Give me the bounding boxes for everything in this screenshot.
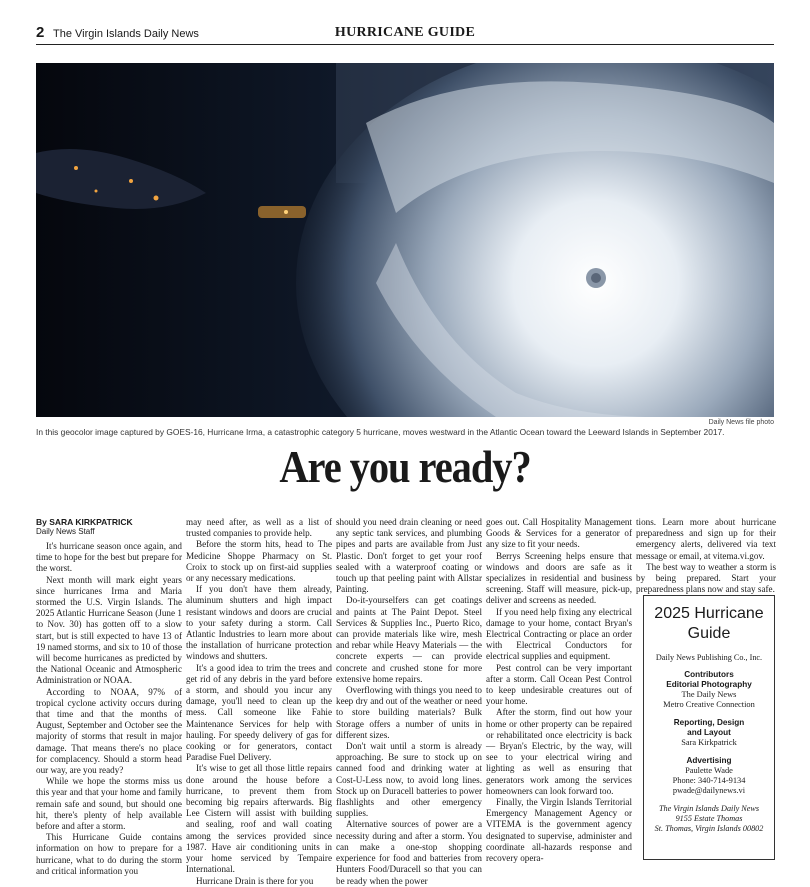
credits-list (644, 670, 774, 796)
address-line: St. Thomas, Virgin Islands 00802 (654, 824, 764, 833)
article-paragraph: Berrys Screening helps ensure that windows and doors are safe as it specializes in residential and business screening. Staff will measure, pick-up, deliver and screens as needed. (486, 550, 632, 606)
article-paragraph: It's a good idea to trim the trees and get rid of any debris in the yard before a storm, and should you incur any damage, you'll need to clean up the mess. Call someone like Fahie Maintenance Services for help with hauling. For speedy delivery of gas for cooking or for generators, contact Paradise Fuel Delivery. (186, 662, 332, 763)
credit-line: The Daily News (681, 690, 737, 699)
article-column-3 (336, 517, 482, 887)
article-paragraph: This Hurricane Guide contains information on how to prepare for a hurricane, what to do during the storm and critical information you (36, 832, 182, 876)
article-paragraph: Next month will mark eight years since hurricanes Irma and Maria stormed the U.S. Virgin Islands. The 2025 Atlantic Hurricane Season (June 1 to Nov. 30) has gotten off to a slow start, but is still expected to have 13 of 19 named storms, and six to 10 of those will become hurricanes as predicted by the National Oceanic and Atmospheric Administration or NOAA. (36, 574, 182, 686)
byline-staff: Daily News Staff (36, 527, 95, 536)
address-line: 9155 Estate Thomas (675, 814, 743, 823)
article-paragraph: Hurricane Drain is there for you (196, 875, 314, 886)
article-paragraph: Before the storm hits, head to The Medicine Shoppe Pharmacy on St. Croix to stock up on first-aid supplies or any necessary medications. (186, 539, 332, 584)
article-column-2 (186, 517, 332, 887)
credit-line: Metro Creative Connection (663, 700, 755, 709)
credit-line: pwade@dailynews.vi (672, 786, 746, 795)
photo-caption: In this geocolor image captured by GOES-16, Hurricane Irma, a catastrophic category 5 hurricane, moves westward in the Atlantic Ocean toward the Leeward Islands in September 2017. (36, 427, 725, 437)
credit-heading: Contributors Editorial Photography (666, 670, 752, 689)
page-header (36, 24, 774, 45)
credit-heading: Advertising (686, 756, 732, 765)
page-number: 2 (36, 24, 45, 41)
credit-heading: Reporting, Design and Layout (673, 718, 745, 737)
article-column-4 (486, 517, 632, 864)
credit-line: Phone: 340-714-9134 (672, 776, 746, 785)
article-paragraph: According to NOAA, 97% of tropical cyclone activity occurs during that time and that the months of August, September and October see the majority of storms that result in major damage. That means there's no place for complacency. Should a storm head our way, are you ready? (36, 686, 182, 776)
credit-line: Paulette Wade (685, 766, 733, 775)
address (644, 804, 774, 834)
hurricane-satellite-photo (36, 63, 774, 417)
article-paragraph: The best way to weather a storm is by being prepared. Start your preparedness plans now and stay safe. (636, 561, 776, 595)
article-paragraph: should you need drain cleaning or need any septic tank services, and plumbing pipes and parts are available from Just Plastic. Don't forget to get your roof sealed with a waterproof coating or touch up that peeling paint with Allstar Painting. (336, 517, 482, 595)
article-column-1 (36, 517, 182, 877)
article-paragraph: If you need help fixing any electrical damage to your home, contact Bryan's Electrical Contracting or place an order with Electrical Conductors for electrical supplies and equipment. (486, 606, 632, 662)
section-title: HURRICANE GUIDE (334, 25, 476, 40)
guide-title: 2025 Hurricane Guide (654, 605, 764, 642)
article-paragraph: tions. Learn more about hurricane preparedness and sign up for their emergency alerts, delivered via text message or email, at vitema.vi.gov. (636, 517, 776, 561)
article-paragraph: Overflowing with things you need to keep dry and out of the weather or need to store building materials? Bulk Storage offers a number of units in different sizes. (336, 685, 482, 740)
article-paragraph: It's hurricane season once again, and time to hope for the best but prepare for the worst. (36, 541, 182, 574)
article-paragraph: If you don't have them already, aluminum shutters and high impact resistant windows and doors are crucial to your safety during a storm. Call Atlantic Industries to learn more about the installation of hurricane protection windows and shutters. (186, 584, 332, 662)
photo-credit: Daily News file photo (708, 419, 774, 426)
article-column-5 (636, 517, 776, 595)
byline: By SARA KIRKPATRICK (36, 517, 133, 527)
article-paragraph: goes out. Call Hospitality Management Goods & Services for a generator of any size to fit your needs. (486, 517, 632, 550)
article-paragraph: After the storm, find out how your home or other property can be repaired or rehabilitated once electricity is back — Bryan's Electric, by the way, will see to your electrical wiring and lighting as well as ensuring that generators work among the services homeowners can look forward too. (486, 707, 632, 796)
article-paragraph: Do-it-yourselfers can get coatings and paints at The Paint Depot. Steel Services & Supplies Inc., Puerto Rico, can provide materials like wire, mesh and rebar while Heavy Materials — the concrete experts — can provide concrete and crushed stone for more extensive home repairs. (336, 595, 482, 684)
newspaper-name: The Virgin Islands Daily News (53, 28, 199, 40)
article-paragraph: Finally, the Virgin Islands Territorial Emergency Management Agency or VITEMA is the government agency designated to supervise, administer and coordinate all-hazards response and recovery opera- (486, 797, 632, 864)
article-paragraph: Pest control can be very important after a storm. Call Ocean Pest Control to keep undesirable creatures out of your home. (486, 662, 632, 707)
address-line: The Virgin Islands Daily News (658, 804, 760, 813)
article-paragraph: It's wise to get all those little repairs done around the house before a hurricane, to prevent them from becoming big repairs afterwards. Big Lee Cistern will assist with building and sealing, roof and wall coating among the services provided since 1987. Have air conditioning units in your home serviced by Tempaire International. (186, 763, 332, 875)
article-paragraph: may need after, as well as a list of trusted companies to provide help. (186, 517, 332, 539)
guide-info-box (643, 595, 775, 860)
article-paragraph: Alternative sources of power are a necessity during and after a storm. You can make a one-stop shopping experience for food and batteries from Hunters Food/Duracell so that you can be ready when the power (336, 819, 482, 886)
credit-line: Sara Kirkpatrick (681, 738, 737, 747)
article-paragraph: Don't wait until a storm is already approaching. Be sure to stock up on canned food and drinking water at Cost-U-Less now, to avoid long lines. Stock up on Duracell batteries to power flashlights and other emergency supplies. (336, 741, 482, 819)
publisher: Daily News Publishing Co., Inc. (655, 653, 763, 662)
article-paragraph: While we hope the storms miss us this year and that your home and family remain safe and sound, but should one hit, there's plenty of help available before and after a storm. (36, 776, 182, 832)
headline: Are you ready? (279, 441, 531, 492)
